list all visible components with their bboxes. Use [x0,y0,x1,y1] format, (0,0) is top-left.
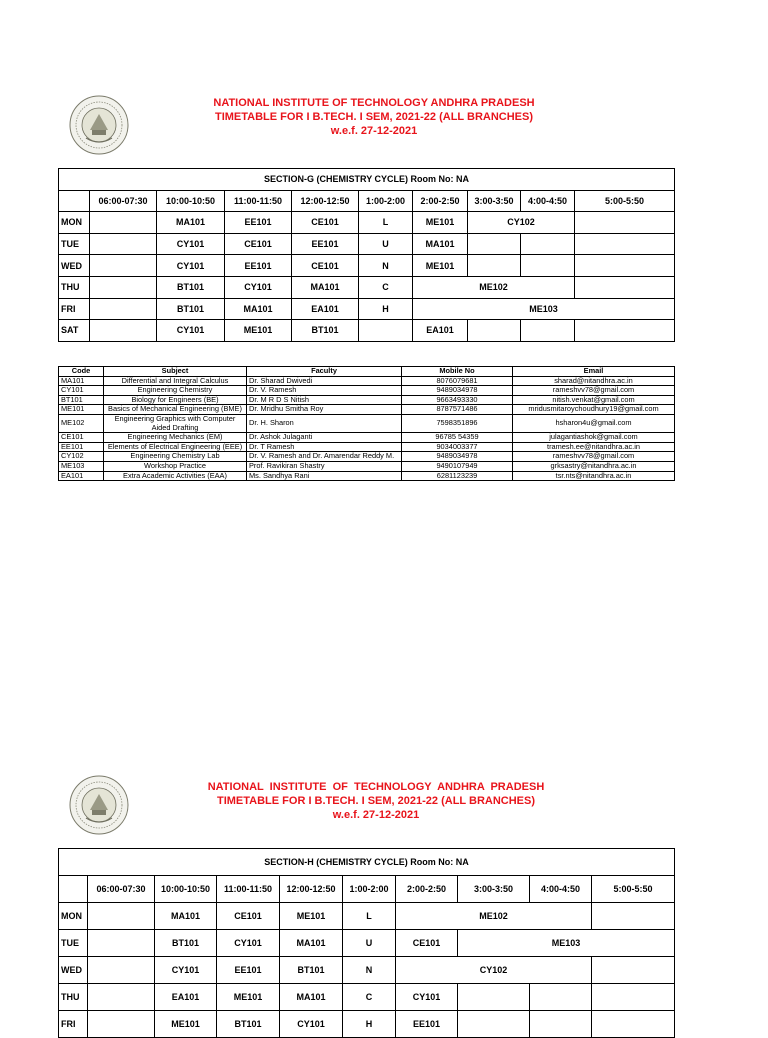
day-row-sat [59,320,675,342]
faculty-name: Ms. Sandhya Rani [247,471,402,481]
slot-cell: MA101 [280,984,343,1011]
slot-cell: ME101 [155,1011,217,1038]
table-row [59,471,675,481]
slot-cell [88,1011,155,1038]
time-slot: 12:00-12:50 [292,190,359,212]
subject-code: MA101 [59,376,104,386]
email-address: hsharon4u@gmail.com [513,414,675,432]
mobile-number: 9490107949 [402,461,513,471]
slot-cell [575,320,675,342]
time-slot: 06:00-07:30 [88,876,155,903]
email-address: sharad@nitandhra.ac.in [513,376,675,386]
column-header: Subject [104,367,247,377]
time-slot: 4:00-4:50 [521,190,575,212]
column-header: Faculty [247,367,402,377]
mobile-number: 9489034978 [402,386,513,396]
time-slot: 4:00-4:50 [530,876,592,903]
institute-name: NATIONAL INSTITUTE OF TECHNOLOGY ANDHRA PRADESH [207,781,545,793]
time-slot: 1:00-2:00 [359,190,413,212]
timetable-section-h [58,848,675,1038]
slot-cell: CY101 [217,930,280,957]
subject-name: Engineering Graphics with Computer Aided Drafting [104,414,247,432]
subject-name: Basics of Mechanical Engineering (BME) [104,405,247,415]
subject-code: EA101 [59,471,104,481]
day-row-fri [59,1011,675,1038]
lunch-cell: L [359,212,413,234]
day-row-fri [59,298,675,320]
day-label: SAT [59,320,90,342]
lab-cell: ME102 [396,903,592,930]
mobile-number: 6281123239 [402,471,513,481]
subject-name: Engineering Chemistry [104,386,247,396]
day-label: WED [59,255,90,277]
lab-cell: ME103 [413,298,675,320]
slot-cell: CE101 [225,233,292,255]
time-slot: 2:00-2:50 [396,876,458,903]
day-row-thu [59,276,675,298]
effective-date: w.e.f. 27-12-2021 [332,809,420,821]
header-titles [66,780,686,822]
slot-cell [90,255,157,277]
slot-cell: ME101 [413,255,468,277]
timetable-title: TIMETABLE FOR I B.TECH. I SEM, 2021-22 (ALL BRANCHES) [214,111,533,123]
slot-cell: EA101 [155,984,217,1011]
day-row-thu [59,984,675,1011]
slot-cell: MA101 [413,233,468,255]
mobile-number: 7598351896 [402,414,513,432]
slot-cell: EA101 [413,320,468,342]
slot-cell [468,255,521,277]
lunch-cell: H [359,298,413,320]
effective-date: w.e.f. 27-12-2021 [330,125,418,137]
faculty-name: Prof. Ravikiran Shastry [247,461,402,471]
subject-name: Biology for Engineers (BE) [104,395,247,405]
lunch-cell: H [343,1011,396,1038]
slot-cell [90,233,157,255]
faculty-name: Dr. Mridhu Smitha Roy [247,405,402,415]
faculty-name: Dr. V. Ramesh [247,386,402,396]
time-slot: 5:00-5:50 [592,876,675,903]
time-slot: 3:00-3:50 [458,876,530,903]
slot-cell: MA101 [292,276,359,298]
table-row [59,461,675,471]
slot-cell: CE101 [396,930,458,957]
subject-code: ME103 [59,461,104,471]
slot-cell: ME101 [280,903,343,930]
slot-cell [575,276,675,298]
slot-cell: MA101 [157,212,225,234]
time-slot: 3:00-3:50 [468,190,521,212]
slot-cell: BT101 [155,930,217,957]
lab-cell: CY102 [396,957,592,984]
subject-code: BT101 [59,395,104,405]
section-title: SECTION-H (CHEMISTRY CYCLE) Room No: NA [59,849,675,876]
subject-header-row [59,367,675,377]
day-label: FRI [59,1011,88,1038]
slot-cell: MA101 [155,903,217,930]
subject-code: EE101 [59,442,104,452]
slot-cell [530,984,592,1011]
slot-cell: EE101 [225,255,292,277]
slot-cell: MA101 [225,298,292,320]
slot-cell: CE101 [217,903,280,930]
slot-cell: EA101 [292,298,359,320]
subject-rows [59,376,675,481]
slot-cell: CE101 [292,255,359,277]
slot-cell: CY101 [157,255,225,277]
mobile-number: 9034003377 [402,442,513,452]
mobile-number: 8076079681 [402,376,513,386]
timetable-title-row [59,849,675,876]
table-row [59,442,675,452]
subject-name: Differential and Integral Calculus [104,376,247,386]
day-row-mon [59,212,675,234]
subject-name: Elements of Electrical Engineering (EEE) [104,442,247,452]
table-row [59,386,675,396]
day-label: TUE [59,930,88,957]
slot-cell [530,1011,592,1038]
slot-cell [90,320,157,342]
time-slot: 2:00-2:50 [413,190,468,212]
subject-name: Engineering Chemistry Lab [104,452,247,462]
subject-code: ME101 [59,405,104,415]
email-address: julagantiashok@gmail.com [513,433,675,443]
time-slot: 06:00-07:30 [90,190,157,212]
slot-cell [521,233,575,255]
lunch-cell: N [343,957,396,984]
lunch-cell: N [359,255,413,277]
email-address: rameshvv78@gmail.com [513,452,675,462]
lunch-cell: U [359,233,413,255]
slot-cell [575,255,675,277]
faculty-name: Dr. Sharad Dwivedi [247,376,402,386]
table-row [59,395,675,405]
faculty-name: Dr. V. Ramesh and Dr. Amarendar Reddy M. [247,452,402,462]
lab-cell: CY102 [468,212,575,234]
mobile-number: 96785 54359 [402,433,513,443]
time-header-row [59,190,675,212]
slot-cell: EE101 [225,212,292,234]
day-label: MON [59,212,90,234]
column-header: Email [513,367,675,377]
slot-cell [468,233,521,255]
email-address: tramesh.ee@nitandhra.ac.in [513,442,675,452]
email-address: nitish.venkat@gmail.com [513,395,675,405]
slot-cell: ME101 [225,320,292,342]
timetable-title: TIMETABLE FOR I B.TECH. I SEM, 2021-22 (ALL BRANCHES) [216,795,535,807]
slot-cell: CY101 [225,276,292,298]
slot-cell: ME101 [413,212,468,234]
day-row-tue [59,930,675,957]
slot-cell: CY101 [155,957,217,984]
slot-cell: MA101 [280,930,343,957]
slot-cell [88,930,155,957]
lunch-cell [359,320,413,342]
day-label: FRI [59,298,90,320]
slot-cell: CY101 [280,1011,343,1038]
table-row [59,433,675,443]
time-slot: 12:00-12:50 [280,876,343,903]
day-row-mon [59,903,675,930]
faculty-name: Dr. M R D S Nitish [247,395,402,405]
subject-code: CE101 [59,433,104,443]
slot-cell: ME101 [217,984,280,1011]
time-slot: 11:00-11:50 [225,190,292,212]
email-address: tsr.nts@nitandhra.ac.in [513,471,675,481]
day-label: WED [59,957,88,984]
subject-name: Workshop Practice [104,461,247,471]
slot-cell: EE101 [396,1011,458,1038]
faculty-name: Dr. T Ramesh [247,442,402,452]
subject-name: Extra Academic Activities (EAA) [104,471,247,481]
slot-cell: CY101 [157,233,225,255]
slot-cell [592,903,675,930]
mobile-number: 9489034978 [402,452,513,462]
mobile-number: 8787571486 [402,405,513,415]
table-row [59,452,675,462]
slot-cell [592,957,675,984]
faculty-name: Dr. H. Sharon [247,414,402,432]
day-row-wed [59,255,675,277]
mobile-number: 9663493330 [402,395,513,405]
slot-cell [575,212,675,234]
time-slot: 1:00-2:00 [343,876,396,903]
table-row [59,405,675,415]
lunch-cell: U [343,930,396,957]
email-address: mridusmitaroychoudhury19@gmail.com [513,405,675,415]
subject-code: CY102 [59,452,104,462]
header-titles [64,96,684,138]
slot-cell [88,903,155,930]
section-title: SECTION-G (CHEMISTRY CYCLE) Room No: NA [59,169,675,191]
slot-cell [592,1011,675,1038]
day-label: TUE [59,233,90,255]
slot-cell [90,276,157,298]
slot-cell [521,255,575,277]
slot-cell: BT101 [157,298,225,320]
subject-faculty-table [58,366,675,481]
time-slot: 11:00-11:50 [217,876,280,903]
email-address: grksastry@nitandhra.ac.in [513,461,675,471]
slot-cell [90,298,157,320]
subject-name: Engineering Mechanics (EM) [104,433,247,443]
timetable-title-row [59,169,675,191]
corner-cell [59,876,88,903]
slot-cell [592,984,675,1011]
slot-cell [458,984,530,1011]
slot-cell [575,233,675,255]
slot-cell: CY101 [396,984,458,1011]
lunch-cell: C [343,984,396,1011]
lunch-cell: L [343,903,396,930]
slot-cell [88,957,155,984]
column-header: Code [59,367,104,377]
day-label: THU [59,984,88,1011]
time-header-row [59,876,675,903]
slot-cell [468,320,521,342]
slot-cell [90,212,157,234]
column-header: Mobile No [402,367,513,377]
email-address: rameshvv78@gmail.com [513,386,675,396]
time-slot: 10:00-10:50 [157,190,225,212]
day-label: THU [59,276,90,298]
day-row-tue [59,233,675,255]
slot-cell: BT101 [292,320,359,342]
slot-cell [88,984,155,1011]
table-row [59,414,675,432]
lab-cell: ME103 [458,930,675,957]
slot-cell: CE101 [292,212,359,234]
table-row [59,376,675,386]
subject-code: ME102 [59,414,104,432]
corner-cell [59,190,90,212]
timetable-section-g [58,168,675,342]
institute-name: NATIONAL INSTITUTE OF TECHNOLOGY ANDHRA PRADESH [213,97,535,109]
subject-code: CY101 [59,386,104,396]
slot-cell: EE101 [292,233,359,255]
slot-cell: BT101 [280,957,343,984]
faculty-name: Dr. Ashok Julaganti [247,433,402,443]
time-slot: 5:00-5:50 [575,190,675,212]
slot-cell: CY101 [157,320,225,342]
slot-cell: BT101 [157,276,225,298]
lunch-cell: C [359,276,413,298]
time-slot: 10:00-10:50 [155,876,217,903]
slot-cell: EE101 [217,957,280,984]
slot-cell: BT101 [217,1011,280,1038]
lab-cell: ME102 [413,276,575,298]
slot-cell [458,1011,530,1038]
day-row-wed [59,957,675,984]
slot-cell [521,320,575,342]
day-label: MON [59,903,88,930]
